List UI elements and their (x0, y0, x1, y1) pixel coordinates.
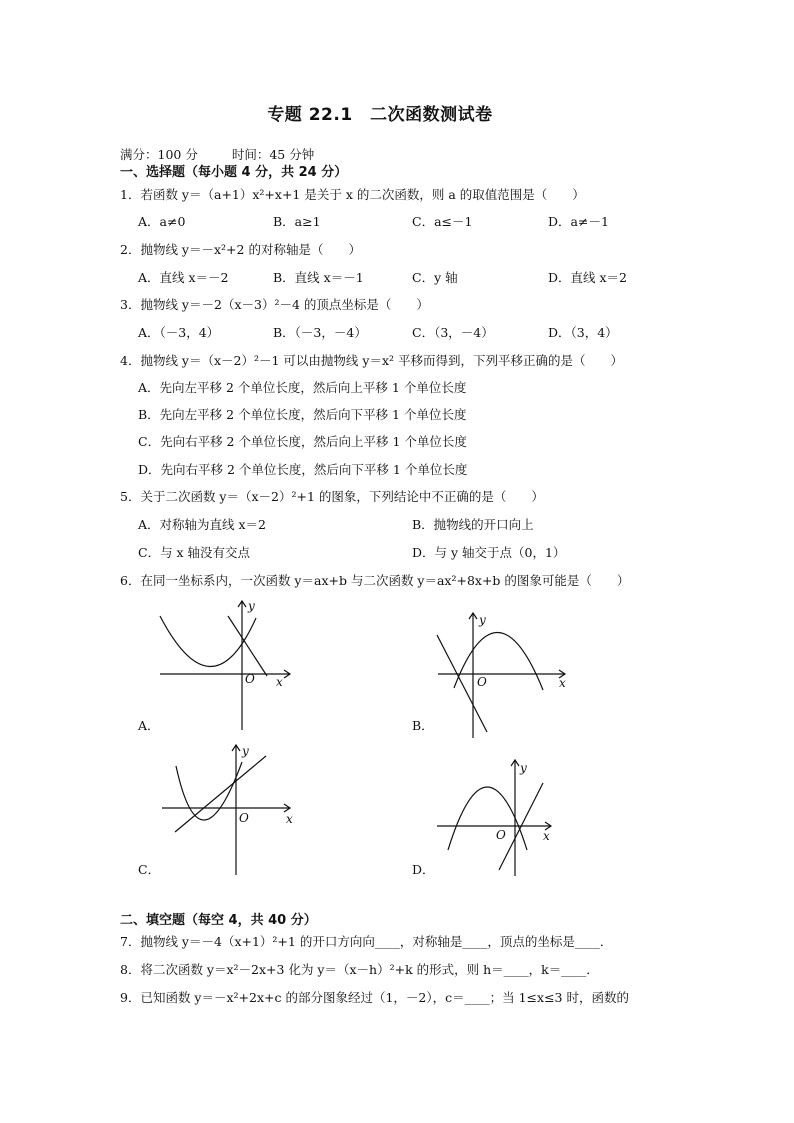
q2-option-b: B．直线 x＝－1 (273, 270, 364, 285)
page-title: 专题 22.1 二次函数测试卷 (267, 105, 493, 125)
graph-b-origin-label: O (477, 675, 487, 689)
q1-option-a: A．a≠0 (138, 214, 186, 229)
graph-b-parabola (454, 632, 543, 690)
q3-option-b: B．（－3，－4） (273, 325, 367, 340)
graph-d-y-label: y (520, 761, 527, 775)
question-5: 5．关于二次函数 y＝（x－2）²+1 的图象，下列结论中不正确的是（ ） (120, 489, 544, 504)
question-6: 6．在同一坐标系内，一次函数 y＝ax+b 与二次函数 y＝ax²+8x+b 的图象可能是（ ） (120, 573, 630, 588)
graph-a-x-label: x (276, 675, 283, 689)
graph-d-x-label: x (543, 829, 550, 843)
graph-c-parabola (176, 762, 242, 820)
question-7: 7．抛物线 y＝－4（x+1）²+1 的开口方向向____，对称轴是____，顶点的坐标是____． (120, 934, 613, 949)
q1-option-d: D．a≠－1 (548, 214, 609, 229)
q5-option-b: B．抛物线的开口向上 (412, 517, 534, 532)
graph-a (150, 598, 300, 733)
q5-option-d: D．与 y 轴交于点（0，1） (412, 545, 566, 560)
q6-option-c: C． (138, 862, 161, 877)
graph-a-line (228, 616, 267, 676)
question-2: 2．抛物线 y＝－x²+2 的对称轴是（ ） (120, 242, 361, 257)
q3-option-a: A．（－3，4） (138, 325, 220, 340)
q2-option-a: A．直线 x＝－2 (138, 270, 229, 285)
q5-option-a: A．对称轴为直线 x＝2 (138, 517, 267, 532)
graph-c-x-label: x (286, 812, 293, 826)
section-choice-heading: 一、选择题（每小题 4 分，共 24 分） (120, 165, 348, 180)
q6-option-b: B． (412, 718, 434, 733)
full-score: 满分：100 分 (120, 147, 198, 162)
question-1: 1．若函数 y＝（a+1）x²+x+1 是关于 x 的二次函数，则 a 的取值范围是（ ） (120, 187, 585, 202)
graph-b-y-label: y (479, 613, 486, 627)
graph-c-line (175, 756, 266, 832)
q4-option-c: C．先向右平移 2 个单位长度，然后向上平移 1 个单位长度 (138, 434, 467, 449)
q4-option-d: D．先向右平移 2 个单位长度，然后向下平移 1 个单位长度 (138, 462, 468, 477)
section-fill-heading: 二、填空题（每空 4，共 40 分） (120, 913, 317, 928)
question-3: 3．抛物线 y＝－2（x－3）²－4 的顶点坐标是（ ） (120, 297, 429, 312)
exam-meta (120, 146, 314, 164)
q2-option-c: C．y 轴 (412, 270, 458, 285)
graph-c (160, 742, 300, 877)
graph-d-origin-label: O (496, 828, 506, 842)
q5-option-c: C．与 x 轴没有交点 (138, 545, 251, 560)
q6-option-a: A． (138, 718, 160, 733)
q3-option-c: C．（3，－4） (412, 325, 494, 340)
q3-option-d: D．（3，4） (548, 325, 618, 340)
question-8: 8．将二次函数 y＝x²－2x+3 化为 y＝（x－h）²+k 的形式，则 h＝____，k＝____． (120, 962, 599, 977)
question-9: 9．已知函数 y＝－x²+2x+c 的部分图象经过（1，－2），c＝____；当 1≤x≤3 时，函数的 (120, 990, 629, 1005)
graph-b (435, 610, 575, 740)
graph-c-y-label: y (242, 744, 249, 758)
q1-option-c: C．a≤－1 (412, 214, 473, 229)
graph-a-origin-label: O (245, 672, 255, 686)
exam-time: 时间：45 分钟 (231, 147, 315, 162)
graph-d (435, 758, 565, 878)
q4-option-a: A．先向左平移 2 个单位长度，然后向上平移 1 个单位长度 (138, 380, 467, 395)
q1-option-b: B．a≥1 (273, 214, 321, 229)
q2-option-d: D．直线 x＝2 (548, 270, 627, 285)
graph-c-origin-label: O (239, 811, 249, 825)
graph-b-x-label: x (559, 676, 566, 690)
q6-option-d: D． (412, 862, 435, 877)
graph-a-y-label: y (248, 599, 255, 613)
q4-option-b: B．先向左平移 2 个单位长度，然后向下平移 1 个单位长度 (138, 407, 467, 422)
question-4: 4．抛物线 y＝（x－2）²－1 可以由抛物线 y＝x² 平移而得到，下列平移正确的是（ ） (120, 353, 623, 368)
